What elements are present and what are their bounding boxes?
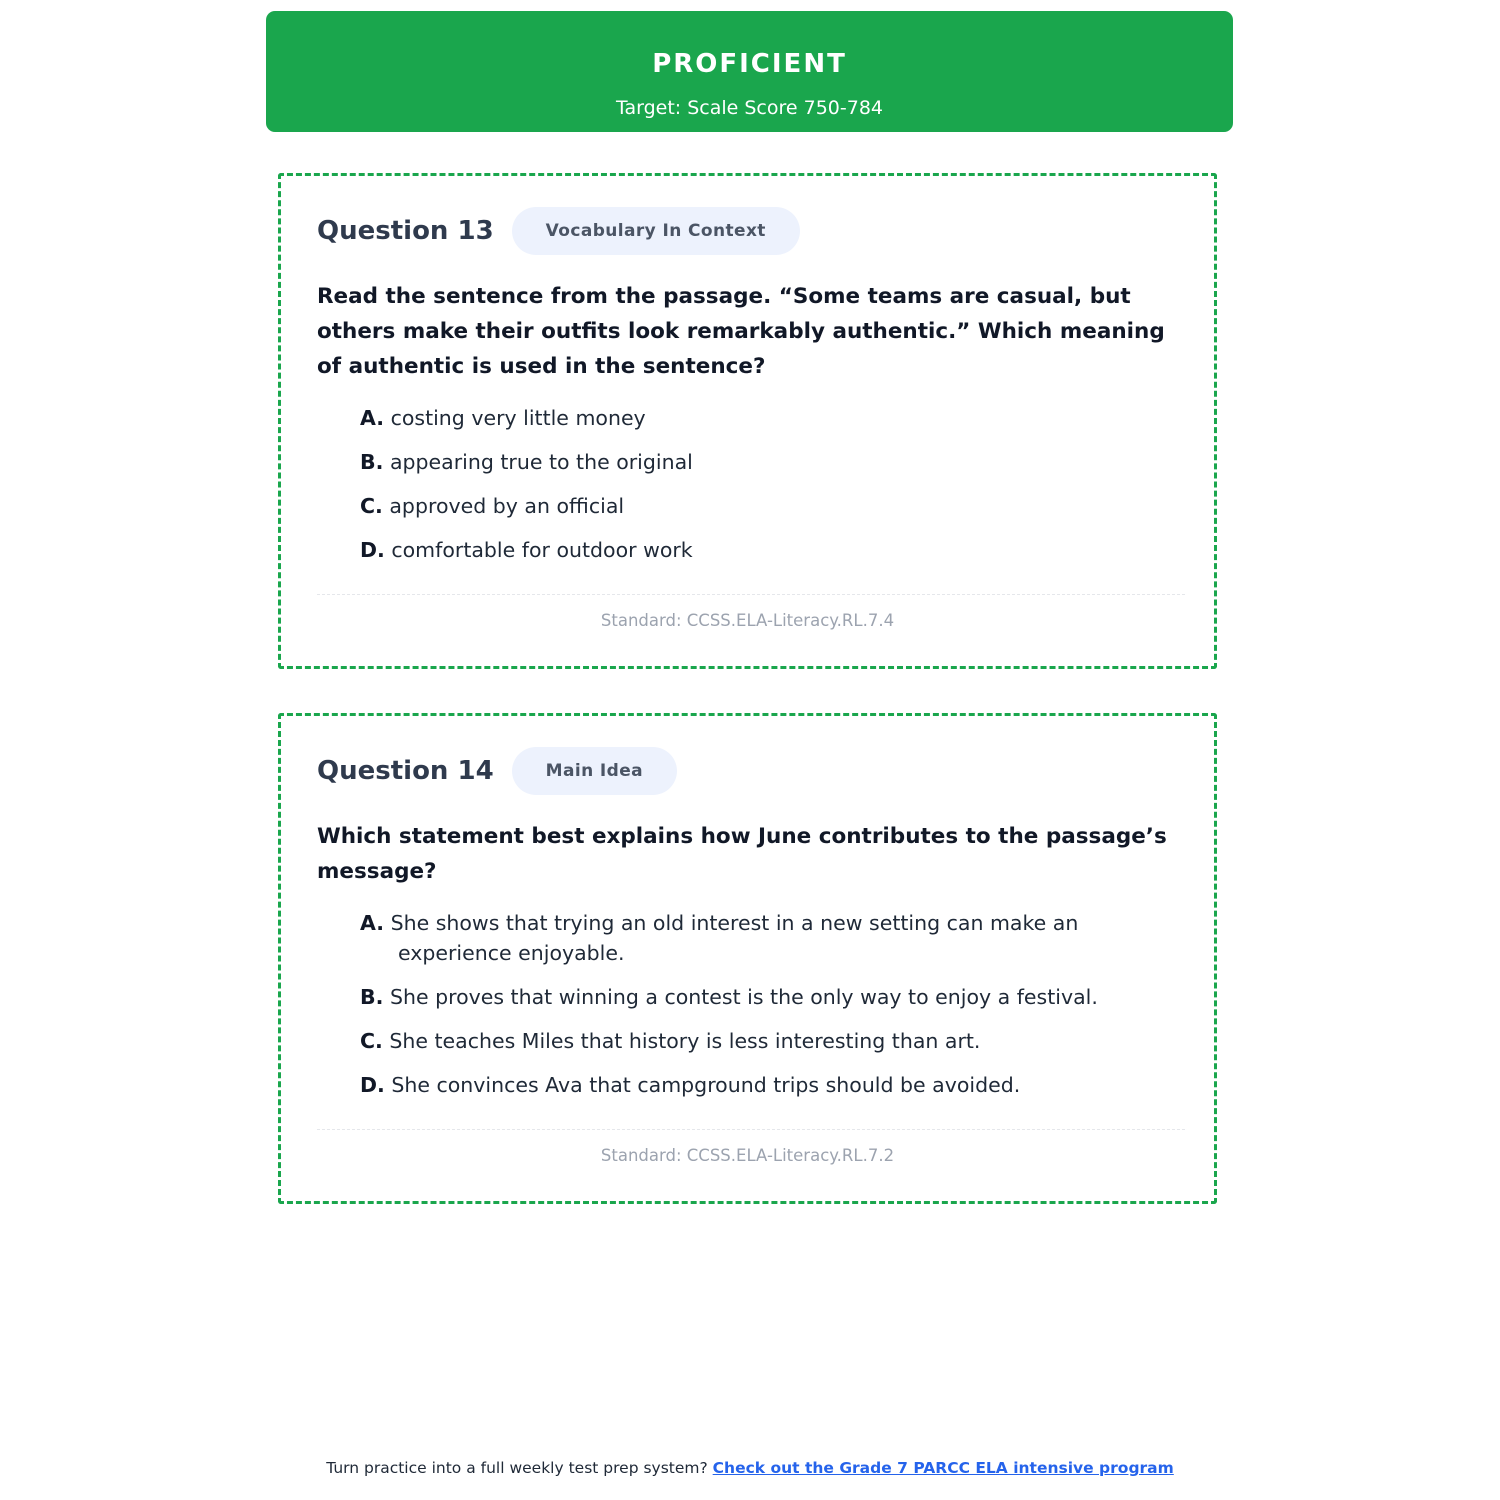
question-number: Question 14 [317,756,494,786]
option-text: She convinces Ava that campground trips should be avoided. [391,1073,1021,1097]
option-letter: C. [360,1029,383,1053]
answer-option-c[interactable] [360,1026,1120,1056]
answer-options [360,403,1120,579]
option-text: She teaches Miles that history is less interesting than art. [389,1029,981,1053]
answer-option-b[interactable] [360,982,1120,1012]
divider [317,594,1185,595]
category-badge: Vocabulary In Context [512,207,800,255]
answer-options [360,908,1120,1114]
option-letter: C. [360,494,383,518]
standard-label: Standard: CCSS.ELA-Literacy.RL.7.2 [600,1146,895,1165]
answer-option-d[interactable] [360,535,1120,565]
answer-option-c[interactable] [360,491,1120,521]
option-text: costing very little money [390,406,646,430]
category-badge: Main Idea [512,747,677,795]
question-header [317,746,677,796]
answer-option-b[interactable] [360,447,1120,477]
option-letter: D. [360,538,385,562]
option-text: appearing true to the original [389,450,693,474]
banner-title: PROFICIENT [652,49,847,79]
program-link[interactable]: Check out the Grade 7 PARCC ELA intensive program [712,1459,1174,1477]
question-card-14 [278,713,1217,1204]
answer-option-d[interactable] [360,1070,1120,1100]
option-text: She proves that winning a contest is the only way to enjoy a festival. [389,985,1098,1009]
question-header [317,206,800,256]
standard-label: Standard: CCSS.ELA-Literacy.RL.7.4 [600,611,895,630]
option-letter: D. [360,1073,385,1097]
answer-option-a[interactable] [360,403,1120,433]
option-letter: B. [360,450,384,474]
question-number: Question 13 [317,216,494,246]
option-text: She shows that trying an old interest in a new setting can make an experience enjoyable. [390,911,1079,965]
question-prompt: Read the sentence from the passage. “Some teams are casual, but others make their outfits look remarkably authentic.” Which meaning of authentic is used in the sentence? [317,284,1165,379]
proficiency-banner [266,11,1233,132]
option-text: comfortable for outdoor work [391,538,693,562]
option-text: approved by an official [389,494,625,518]
option-letter: A. [360,406,385,430]
option-letter: A. [360,911,385,935]
divider [317,1129,1185,1130]
question-prompt: Which statement best explains how June contributes to the passage’s message? [317,824,1167,884]
banner-subtitle: Target: Scale Score 750-784 [615,97,884,119]
question-card-13 [278,173,1217,669]
option-letter: B. [360,985,384,1009]
footer-promo [0,1457,1500,1479]
footer-text: Turn practice into a full weekly test prep system? [326,1459,708,1477]
answer-option-a[interactable] [360,908,1120,968]
